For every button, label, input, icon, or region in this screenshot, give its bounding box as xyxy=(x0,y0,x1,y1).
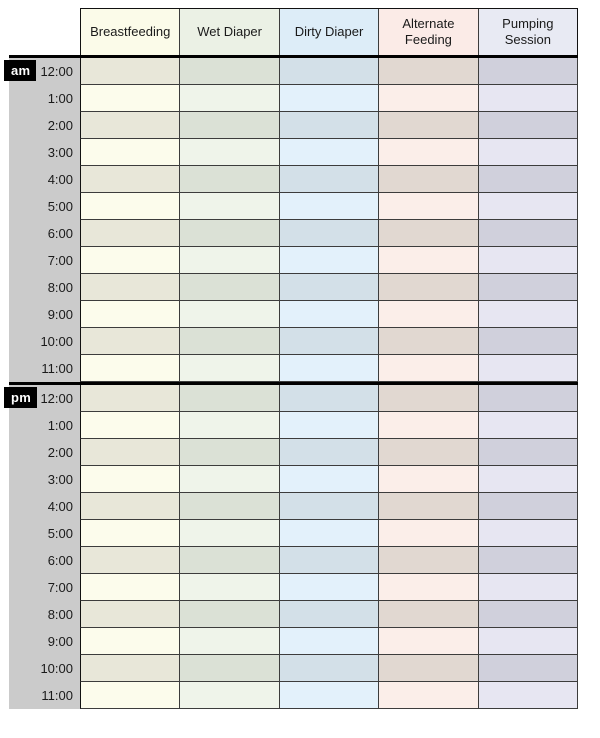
time-label: 7:00 xyxy=(9,574,80,601)
log-cell-pumping-session xyxy=(479,274,578,301)
hour-row-am-600 xyxy=(9,220,578,247)
log-cell-dirty-diaper xyxy=(280,274,379,301)
log-cell-pumping-session xyxy=(479,682,578,709)
log-cell-wet-diaper xyxy=(180,274,279,301)
log-cell-breastfeeding xyxy=(80,412,180,439)
section-pm xyxy=(9,382,578,709)
hour-row-am-1100 xyxy=(9,355,578,382)
log-cell-breastfeeding xyxy=(80,58,180,85)
hour-row-am-1000 xyxy=(9,328,578,355)
hour-row-pm-300 xyxy=(9,466,578,493)
rows-pm xyxy=(9,385,578,709)
log-cell-wet-diaper xyxy=(180,193,279,220)
log-cell-breastfeeding xyxy=(80,193,180,220)
hour-row-pm-200 xyxy=(9,439,578,466)
time-label: 3:00 xyxy=(9,139,80,166)
log-cell-pumping-session xyxy=(479,85,578,112)
log-cell-pumping-session xyxy=(479,58,578,85)
log-cell-dirty-diaper xyxy=(280,655,379,682)
log-cell-alternate-feeding xyxy=(379,274,478,301)
log-cell-wet-diaper xyxy=(180,58,279,85)
log-cell-pumping-session xyxy=(479,520,578,547)
log-cell-alternate-feeding xyxy=(379,412,478,439)
hour-row-am-800 xyxy=(9,274,578,301)
hour-row-am-300 xyxy=(9,139,578,166)
log-cell-alternate-feeding xyxy=(379,466,478,493)
log-cell-dirty-diaper xyxy=(280,301,379,328)
am-badge: am xyxy=(4,60,36,81)
log-cell-pumping-session xyxy=(479,139,578,166)
log-cell-dirty-diaper xyxy=(280,247,379,274)
log-cell-alternate-feeding xyxy=(379,628,478,655)
log-cell-pumping-session xyxy=(479,655,578,682)
log-cell-alternate-feeding xyxy=(379,58,478,85)
log-cell-alternate-feeding xyxy=(379,193,478,220)
log-cell-wet-diaper xyxy=(180,493,279,520)
log-cell-pumping-session xyxy=(479,301,578,328)
log-cell-alternate-feeding xyxy=(379,520,478,547)
log-cell-wet-diaper xyxy=(180,301,279,328)
baby-tracking-sheet xyxy=(9,8,578,709)
log-cell-breastfeeding xyxy=(80,547,180,574)
log-cell-pumping-session xyxy=(479,412,578,439)
log-cell-alternate-feeding xyxy=(379,574,478,601)
pm-badge: pm xyxy=(4,387,37,408)
log-cell-breastfeeding xyxy=(80,439,180,466)
log-cell-wet-diaper xyxy=(180,466,279,493)
log-cell-pumping-session xyxy=(479,355,578,382)
log-cell-breastfeeding xyxy=(80,301,180,328)
time-label: 1:00 xyxy=(9,85,80,112)
log-cell-alternate-feeding xyxy=(379,112,478,139)
time-label: 8:00 xyxy=(9,601,80,628)
log-cell-breastfeeding xyxy=(80,355,180,382)
log-cell-dirty-diaper xyxy=(280,328,379,355)
log-cell-alternate-feeding xyxy=(379,301,478,328)
log-cell-pumping-session xyxy=(479,628,578,655)
log-cell-breastfeeding xyxy=(80,139,180,166)
log-cell-alternate-feeding xyxy=(379,493,478,520)
log-cell-dirty-diaper xyxy=(280,601,379,628)
log-cell-dirty-diaper xyxy=(280,193,379,220)
log-cell-wet-diaper xyxy=(180,220,279,247)
log-cell-pumping-session xyxy=(479,574,578,601)
log-cell-dirty-diaper xyxy=(280,466,379,493)
time-label: 5:00 xyxy=(9,520,80,547)
log-cell-wet-diaper xyxy=(180,112,279,139)
log-cell-alternate-feeding xyxy=(379,385,478,412)
section-am xyxy=(9,55,578,382)
column-header-breastfeeding: Breastfeeding xyxy=(81,9,180,55)
log-cell-breastfeeding xyxy=(80,682,180,709)
time-label: 2:00 xyxy=(9,439,80,466)
log-cell-breastfeeding xyxy=(80,112,180,139)
log-cell-pumping-session xyxy=(479,547,578,574)
log-cell-breastfeeding xyxy=(80,493,180,520)
log-cell-dirty-diaper xyxy=(280,439,379,466)
log-cell-dirty-diaper xyxy=(280,355,379,382)
log-cell-alternate-feeding xyxy=(379,355,478,382)
log-cell-alternate-feeding xyxy=(379,247,478,274)
time-label: 10:00 xyxy=(9,328,80,355)
time-label: 5:00 xyxy=(9,193,80,220)
log-cell-dirty-diaper xyxy=(280,220,379,247)
rows-am xyxy=(9,58,578,382)
log-cell-breastfeeding xyxy=(80,574,180,601)
hour-row-pm-100 xyxy=(9,412,578,439)
time-label: 4:00 xyxy=(9,166,80,193)
hour-row-pm-1200 xyxy=(9,385,578,412)
log-cell-dirty-diaper xyxy=(280,574,379,601)
log-cell-dirty-diaper xyxy=(280,682,379,709)
time-label: 3:00 xyxy=(9,466,80,493)
log-cell-alternate-feeding xyxy=(379,166,478,193)
time-label: 9:00 xyxy=(9,301,80,328)
log-cell-breastfeeding xyxy=(80,601,180,628)
time-label: 4:00 xyxy=(9,493,80,520)
log-cell-wet-diaper xyxy=(180,139,279,166)
time-label: 10:00 xyxy=(9,655,80,682)
log-cell-alternate-feeding xyxy=(379,439,478,466)
log-cell-pumping-session xyxy=(479,601,578,628)
time-label: 12:00 xyxy=(9,385,80,412)
log-cell-breastfeeding xyxy=(80,385,180,412)
log-cell-dirty-diaper xyxy=(280,58,379,85)
time-label: 11:00 xyxy=(9,682,80,709)
time-label: 8:00 xyxy=(9,274,80,301)
log-cell-dirty-diaper xyxy=(280,385,379,412)
column-header-dirty-diaper: Dirty Diaper xyxy=(280,9,379,55)
log-cell-dirty-diaper xyxy=(280,520,379,547)
hour-row-pm-1100 xyxy=(9,682,578,709)
log-cell-breastfeeding xyxy=(80,85,180,112)
log-cell-pumping-session xyxy=(479,493,578,520)
column-header-wet-diaper: Wet Diaper xyxy=(180,9,279,55)
hour-row-am-1200 xyxy=(9,58,578,85)
log-cell-dirty-diaper xyxy=(280,412,379,439)
column-header-alternate-feeding: Alternate Feeding xyxy=(379,9,478,55)
log-cell-breastfeeding xyxy=(80,220,180,247)
log-cell-wet-diaper xyxy=(180,166,279,193)
log-cell-alternate-feeding xyxy=(379,85,478,112)
log-cell-alternate-feeding xyxy=(379,328,478,355)
hour-row-pm-400 xyxy=(9,493,578,520)
hour-row-pm-500 xyxy=(9,520,578,547)
log-cell-breastfeeding xyxy=(80,247,180,274)
hour-row-am-700 xyxy=(9,247,578,274)
log-cell-breastfeeding xyxy=(80,166,180,193)
log-cell-wet-diaper xyxy=(180,247,279,274)
log-cell-dirty-diaper xyxy=(280,112,379,139)
time-label: 6:00 xyxy=(9,220,80,247)
log-cell-pumping-session xyxy=(479,193,578,220)
hour-row-pm-700 xyxy=(9,574,578,601)
hour-row-pm-1000 xyxy=(9,655,578,682)
table-header xyxy=(80,8,578,55)
log-cell-breastfeeding xyxy=(80,520,180,547)
log-cell-wet-diaper xyxy=(180,385,279,412)
log-cell-wet-diaper xyxy=(180,520,279,547)
log-cell-breastfeeding xyxy=(80,655,180,682)
time-label: 7:00 xyxy=(9,247,80,274)
log-cell-wet-diaper xyxy=(180,547,279,574)
log-cell-dirty-diaper xyxy=(280,85,379,112)
log-cell-wet-diaper xyxy=(180,655,279,682)
log-cell-pumping-session xyxy=(479,328,578,355)
log-cell-alternate-feeding xyxy=(379,220,478,247)
hour-row-pm-800 xyxy=(9,601,578,628)
time-label: 1:00 xyxy=(9,412,80,439)
hour-row-am-100 xyxy=(9,85,578,112)
log-cell-wet-diaper xyxy=(180,85,279,112)
log-cell-wet-diaper xyxy=(180,682,279,709)
log-cell-breastfeeding xyxy=(80,328,180,355)
log-cell-alternate-feeding xyxy=(379,655,478,682)
log-cell-pumping-session xyxy=(479,439,578,466)
log-cell-pumping-session xyxy=(479,112,578,139)
log-cell-wet-diaper xyxy=(180,439,279,466)
log-cell-dirty-diaper xyxy=(280,547,379,574)
log-cell-breastfeeding xyxy=(80,274,180,301)
log-cell-dirty-diaper xyxy=(280,139,379,166)
log-cell-breastfeeding xyxy=(80,466,180,493)
log-cell-pumping-session xyxy=(479,466,578,493)
hour-row-am-200 xyxy=(9,112,578,139)
log-cell-wet-diaper xyxy=(180,601,279,628)
log-cell-dirty-diaper xyxy=(280,493,379,520)
log-cell-pumping-session xyxy=(479,385,578,412)
time-label: 2:00 xyxy=(9,112,80,139)
log-cell-wet-diaper xyxy=(180,574,279,601)
hour-row-am-400 xyxy=(9,166,578,193)
log-cell-dirty-diaper xyxy=(280,628,379,655)
time-label: 6:00 xyxy=(9,547,80,574)
hour-row-am-500 xyxy=(9,193,578,220)
log-cell-pumping-session xyxy=(479,220,578,247)
log-cell-alternate-feeding xyxy=(379,547,478,574)
time-label: 11:00 xyxy=(9,355,80,382)
time-label: 9:00 xyxy=(9,628,80,655)
log-cell-dirty-diaper xyxy=(280,166,379,193)
log-cell-wet-diaper xyxy=(180,628,279,655)
log-cell-breastfeeding xyxy=(80,628,180,655)
log-cell-alternate-feeding xyxy=(379,682,478,709)
log-cell-wet-diaper xyxy=(180,355,279,382)
log-cell-wet-diaper xyxy=(180,412,279,439)
column-header-pumping-session: Pumping Session xyxy=(479,9,577,55)
hour-row-pm-600 xyxy=(9,547,578,574)
log-cell-alternate-feeding xyxy=(379,139,478,166)
log-cell-alternate-feeding xyxy=(379,601,478,628)
time-label: 12:00 xyxy=(9,58,80,85)
log-cell-wet-diaper xyxy=(180,328,279,355)
log-cell-pumping-session xyxy=(479,247,578,274)
hour-row-pm-900 xyxy=(9,628,578,655)
hour-row-am-900 xyxy=(9,301,578,328)
log-cell-pumping-session xyxy=(479,166,578,193)
